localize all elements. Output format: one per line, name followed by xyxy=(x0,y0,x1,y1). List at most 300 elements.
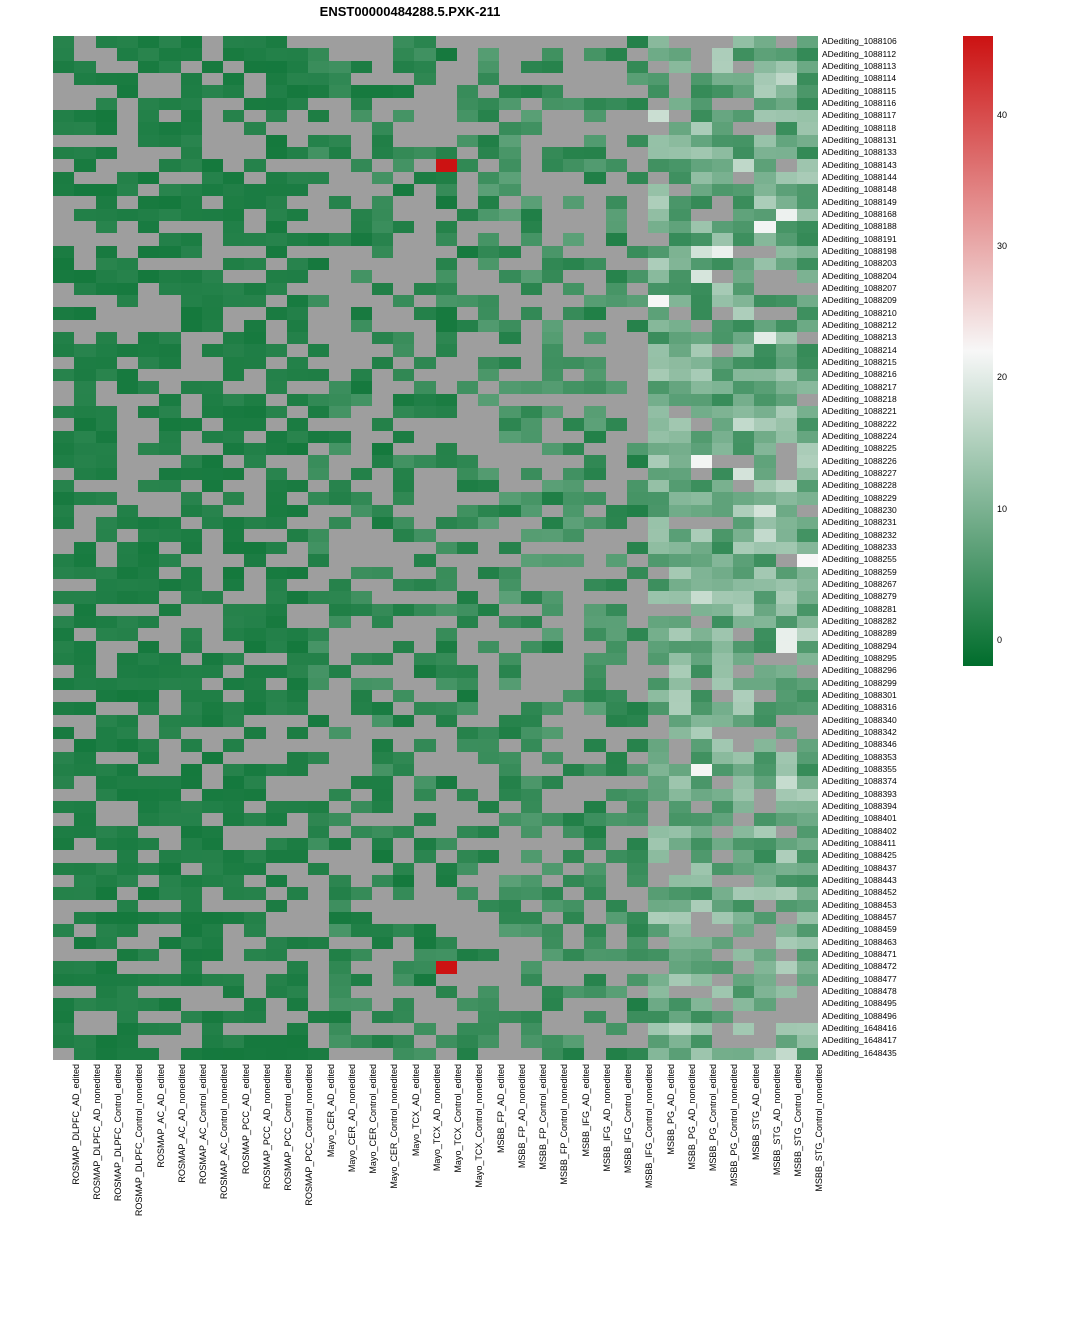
heatmap-cell xyxy=(733,591,754,603)
heatmap-cell xyxy=(563,665,584,677)
heatmap-cell xyxy=(308,554,329,566)
heatmap-cell xyxy=(648,431,669,443)
heatmap-cell xyxy=(308,110,329,122)
heatmap-cell xyxy=(776,628,797,640)
heatmap-cell xyxy=(393,752,414,764)
heatmap-cell xyxy=(372,233,393,245)
heatmap-cell xyxy=(244,1011,265,1023)
heatmap-cell xyxy=(563,246,584,258)
heatmap-cell xyxy=(733,554,754,566)
heatmap-cell xyxy=(712,998,733,1010)
heatmap-cell xyxy=(691,1035,712,1047)
heatmap-cell xyxy=(712,875,733,887)
heatmap-cell xyxy=(138,949,159,961)
heatmap-cell xyxy=(733,394,754,406)
heatmap-cell xyxy=(754,739,775,751)
heatmap-cell xyxy=(351,209,372,221)
heatmap-cell xyxy=(797,912,818,924)
heatmap-cell xyxy=(329,690,350,702)
heatmap-cell xyxy=(308,567,329,579)
heatmap-cell xyxy=(669,850,690,862)
heatmap-cell xyxy=(754,110,775,122)
heatmap-cell xyxy=(351,727,372,739)
heatmap-cell xyxy=(74,172,95,184)
heatmap-cell xyxy=(648,122,669,134)
heatmap-cell xyxy=(563,826,584,838)
heatmap-cell xyxy=(627,135,648,147)
heatmap-cell xyxy=(244,961,265,973)
heatmap-cell xyxy=(436,752,457,764)
heatmap-cell xyxy=(606,813,627,825)
heatmap-cell xyxy=(499,320,520,332)
heatmap-cell xyxy=(648,641,669,653)
heatmap-cell xyxy=(776,924,797,936)
heatmap-cell xyxy=(223,801,244,813)
row-label: ADediting_1088232 xyxy=(822,529,897,540)
heatmap-cell xyxy=(499,307,520,319)
heatmap-cell xyxy=(648,85,669,97)
heatmap-cell xyxy=(797,159,818,171)
heatmap-cell xyxy=(691,974,712,986)
heatmap-cell xyxy=(223,826,244,838)
heatmap-cell xyxy=(159,752,180,764)
heatmap-cell xyxy=(414,246,435,258)
heatmap-cell xyxy=(329,270,350,282)
heatmap-cell xyxy=(266,986,287,998)
heatmap-cell xyxy=(74,776,95,788)
heatmap-cell xyxy=(308,184,329,196)
heatmap-cell xyxy=(138,591,159,603)
heatmap-cell xyxy=(74,295,95,307)
heatmap-cell xyxy=(329,591,350,603)
heatmap-cell xyxy=(754,295,775,307)
heatmap-cell xyxy=(478,1048,499,1060)
heatmap-cell xyxy=(74,357,95,369)
heatmap-cell xyxy=(691,110,712,122)
heatmap-cell xyxy=(393,961,414,973)
heatmap-cell xyxy=(733,739,754,751)
heatmap-cell xyxy=(457,616,478,628)
heatmap-cell xyxy=(223,221,244,233)
column-label: MSBB_FP_Control_nonedited xyxy=(559,1064,570,1185)
heatmap-cell xyxy=(436,579,457,591)
heatmap-cell xyxy=(181,998,202,1010)
heatmap-cell xyxy=(351,937,372,949)
heatmap-cell xyxy=(499,764,520,776)
heatmap-cell xyxy=(712,394,733,406)
heatmap-cell xyxy=(266,36,287,48)
heatmap-cell xyxy=(74,739,95,751)
heatmap-cell xyxy=(627,480,648,492)
heatmap-cell xyxy=(733,159,754,171)
heatmap-cell xyxy=(797,270,818,282)
heatmap-cell xyxy=(117,542,138,554)
heatmap-cell xyxy=(223,258,244,270)
heatmap-cell xyxy=(797,394,818,406)
heatmap-cell xyxy=(181,554,202,566)
heatmap-cell xyxy=(563,110,584,122)
heatmap-cell xyxy=(181,616,202,628)
heatmap-cell xyxy=(606,591,627,603)
heatmap-cell xyxy=(733,246,754,258)
heatmap-cell xyxy=(138,727,159,739)
heatmap-cell xyxy=(202,789,223,801)
heatmap-cell xyxy=(266,184,287,196)
heatmap-cell xyxy=(287,110,308,122)
heatmap-cell xyxy=(181,604,202,616)
heatmap-cell xyxy=(542,443,563,455)
heatmap-cell xyxy=(244,542,265,554)
heatmap-cell xyxy=(584,1048,605,1060)
heatmap-cell xyxy=(223,937,244,949)
heatmap-cell xyxy=(563,505,584,517)
heatmap-cell xyxy=(202,431,223,443)
heatmap-cell xyxy=(159,949,180,961)
heatmap-cell xyxy=(138,517,159,529)
heatmap-cell xyxy=(457,443,478,455)
heatmap-cell xyxy=(627,110,648,122)
heatmap-cell xyxy=(627,961,648,973)
heatmap-cell xyxy=(776,1035,797,1047)
heatmap-cell xyxy=(202,665,223,677)
heatmap-cell xyxy=(223,554,244,566)
heatmap-cell xyxy=(117,443,138,455)
heatmap-cell xyxy=(669,492,690,504)
heatmap-cell xyxy=(436,73,457,85)
heatmap-cell xyxy=(776,357,797,369)
heatmap-cell xyxy=(223,1011,244,1023)
heatmap-cell xyxy=(669,357,690,369)
heatmap-cell xyxy=(499,900,520,912)
heatmap-cell xyxy=(542,357,563,369)
heatmap-cell xyxy=(542,875,563,887)
heatmap-cell xyxy=(606,159,627,171)
heatmap-cell xyxy=(627,233,648,245)
heatmap-cell xyxy=(202,320,223,332)
heatmap-cell xyxy=(797,801,818,813)
heatmap-cell xyxy=(372,85,393,97)
heatmap-cell xyxy=(499,542,520,554)
heatmap-cell xyxy=(457,554,478,566)
heatmap-cell xyxy=(53,690,74,702)
heatmap-cell xyxy=(436,591,457,603)
heatmap-cell xyxy=(606,850,627,862)
heatmap-cell xyxy=(733,418,754,430)
heatmap-cell xyxy=(266,468,287,480)
heatmap-cell xyxy=(117,36,138,48)
heatmap-cell xyxy=(648,998,669,1010)
row-label: ADediting_1088477 xyxy=(822,973,897,984)
heatmap-cell xyxy=(53,517,74,529)
heatmap-cell xyxy=(499,98,520,110)
heatmap-cell xyxy=(202,110,223,122)
heatmap-cell xyxy=(159,270,180,282)
heatmap-cell xyxy=(776,394,797,406)
column-label: Mayo_CER_Control_edited xyxy=(368,1064,379,1174)
heatmap-cell xyxy=(244,295,265,307)
heatmap-cell xyxy=(478,838,499,850)
heatmap-cell xyxy=(223,85,244,97)
heatmap-cell xyxy=(372,900,393,912)
heatmap-cell xyxy=(436,863,457,875)
heatmap-cell xyxy=(181,159,202,171)
heatmap-cell xyxy=(776,937,797,949)
heatmap-cell xyxy=(669,381,690,393)
heatmap-cell xyxy=(159,1023,180,1035)
heatmap-cell xyxy=(436,986,457,998)
heatmap-cell xyxy=(159,1011,180,1023)
heatmap-cell xyxy=(223,406,244,418)
heatmap-cell xyxy=(584,1023,605,1035)
heatmap-cell xyxy=(584,1035,605,1047)
heatmap-cell xyxy=(53,1048,74,1060)
heatmap-cell xyxy=(138,73,159,85)
heatmap-cell xyxy=(74,961,95,973)
heatmap-cell xyxy=(287,443,308,455)
heatmap-cell xyxy=(776,641,797,653)
heatmap-cell xyxy=(414,887,435,899)
heatmap-cell xyxy=(138,270,159,282)
heatmap-cell xyxy=(287,900,308,912)
heatmap-cell xyxy=(733,468,754,480)
heatmap-cell xyxy=(797,73,818,85)
heatmap-cell xyxy=(329,344,350,356)
heatmap-cell xyxy=(244,61,265,73)
heatmap-cell xyxy=(669,61,690,73)
heatmap-cell xyxy=(181,455,202,467)
heatmap-cell xyxy=(521,591,542,603)
heatmap-cell xyxy=(712,678,733,690)
heatmap-cell xyxy=(202,85,223,97)
heatmap-cell xyxy=(351,974,372,986)
heatmap-cell xyxy=(329,789,350,801)
heatmap-cell xyxy=(669,875,690,887)
heatmap-cell xyxy=(521,801,542,813)
heatmap-cell xyxy=(478,122,499,134)
heatmap-cell xyxy=(138,764,159,776)
heatmap-cell xyxy=(691,381,712,393)
heatmap-cell xyxy=(266,900,287,912)
heatmap-cell xyxy=(372,209,393,221)
heatmap-cell xyxy=(287,813,308,825)
heatmap-cell xyxy=(138,184,159,196)
heatmap-cell xyxy=(308,209,329,221)
heatmap-cell xyxy=(797,949,818,961)
column-label: Mayo_TCX_Control_nonedited xyxy=(474,1064,485,1188)
heatmap-cell xyxy=(542,690,563,702)
heatmap-cell xyxy=(563,369,584,381)
heatmap-cell xyxy=(202,418,223,430)
heatmap-cell xyxy=(648,863,669,875)
heatmap-cell xyxy=(266,1035,287,1047)
heatmap-cell xyxy=(776,147,797,159)
heatmap-cell xyxy=(287,1011,308,1023)
heatmap-cell xyxy=(372,283,393,295)
row-label: ADediting_1088295 xyxy=(822,653,897,664)
heatmap-cell xyxy=(287,122,308,134)
heatmap-cell xyxy=(117,1035,138,1047)
row-label: ADediting_1088443 xyxy=(822,875,897,886)
heatmap-cell xyxy=(436,838,457,850)
heatmap-cell xyxy=(669,813,690,825)
heatmap-cell xyxy=(542,110,563,122)
heatmap-cell xyxy=(712,653,733,665)
heatmap-cell xyxy=(542,850,563,862)
heatmap-cell xyxy=(351,122,372,134)
heatmap-cell xyxy=(202,641,223,653)
heatmap-cell xyxy=(244,332,265,344)
heatmap-cell xyxy=(414,690,435,702)
heatmap-cell xyxy=(266,591,287,603)
heatmap-cell xyxy=(627,875,648,887)
heatmap-cell xyxy=(669,567,690,579)
heatmap-cell xyxy=(351,986,372,998)
heatmap-cell xyxy=(181,826,202,838)
heatmap-cell xyxy=(521,1048,542,1060)
heatmap-cell xyxy=(223,1035,244,1047)
heatmap-cell xyxy=(202,122,223,134)
heatmap-cell xyxy=(691,961,712,973)
heatmap-cell xyxy=(776,1011,797,1023)
heatmap-cell xyxy=(478,616,499,628)
heatmap-cell xyxy=(606,517,627,529)
heatmap-cell xyxy=(287,789,308,801)
heatmap-cell xyxy=(563,863,584,875)
heatmap-cell xyxy=(96,542,117,554)
heatmap-cell xyxy=(436,887,457,899)
heatmap-cell xyxy=(414,48,435,60)
heatmap-cell xyxy=(181,887,202,899)
heatmap-cell xyxy=(584,875,605,887)
heatmap-cell xyxy=(669,418,690,430)
heatmap-cell xyxy=(521,505,542,517)
heatmap-cell xyxy=(223,1023,244,1035)
heatmap-cell xyxy=(266,431,287,443)
heatmap-cell xyxy=(266,665,287,677)
heatmap-cell xyxy=(648,73,669,85)
heatmap-cell xyxy=(584,776,605,788)
heatmap-cell xyxy=(606,752,627,764)
heatmap-cell xyxy=(329,900,350,912)
heatmap-cell xyxy=(478,690,499,702)
heatmap-cell xyxy=(648,616,669,628)
heatmap-cell xyxy=(96,616,117,628)
heatmap-cell xyxy=(372,73,393,85)
heatmap-cell xyxy=(691,838,712,850)
heatmap-cell xyxy=(542,764,563,776)
heatmap-cell xyxy=(584,826,605,838)
heatmap-cell xyxy=(754,937,775,949)
heatmap-cell xyxy=(202,48,223,60)
heatmap-cell xyxy=(53,48,74,60)
heatmap-cell xyxy=(414,295,435,307)
heatmap-cell xyxy=(712,776,733,788)
heatmap-cell xyxy=(138,653,159,665)
heatmap-cell xyxy=(776,443,797,455)
heatmap-cell xyxy=(266,443,287,455)
heatmap-cell xyxy=(74,813,95,825)
heatmap-cell xyxy=(776,135,797,147)
row-label: ADediting_1088209 xyxy=(822,295,897,306)
heatmap-cell xyxy=(244,900,265,912)
heatmap-cell xyxy=(181,789,202,801)
heatmap-cell xyxy=(202,1011,223,1023)
heatmap-cell xyxy=(96,961,117,973)
heatmap-cell xyxy=(308,715,329,727)
heatmap-cell xyxy=(96,258,117,270)
row-label: ADediting_1088106 xyxy=(822,36,897,47)
heatmap-cell xyxy=(733,147,754,159)
heatmap-cell xyxy=(266,270,287,282)
heatmap-cell xyxy=(287,801,308,813)
heatmap-cell xyxy=(754,863,775,875)
heatmap-cell xyxy=(797,147,818,159)
heatmap-cell xyxy=(669,480,690,492)
heatmap-cell xyxy=(138,307,159,319)
heatmap-cell xyxy=(138,900,159,912)
heatmap-cell xyxy=(74,715,95,727)
heatmap-cell xyxy=(266,690,287,702)
heatmap-cell xyxy=(244,863,265,875)
heatmap-cell xyxy=(563,838,584,850)
heatmap-cell xyxy=(563,900,584,912)
heatmap-cell xyxy=(96,221,117,233)
heatmap-cell xyxy=(393,431,414,443)
heatmap-cell xyxy=(351,48,372,60)
heatmap-cell xyxy=(627,678,648,690)
heatmap-cell xyxy=(712,739,733,751)
heatmap-cell xyxy=(287,912,308,924)
row-label: ADediting_1088231 xyxy=(822,517,897,528)
heatmap-cell xyxy=(754,764,775,776)
heatmap-cell xyxy=(159,246,180,258)
heatmap-cell xyxy=(393,628,414,640)
heatmap-cell xyxy=(96,246,117,258)
heatmap-cell xyxy=(329,850,350,862)
heatmap-cell xyxy=(436,332,457,344)
heatmap-cell xyxy=(202,579,223,591)
heatmap-cell xyxy=(669,826,690,838)
heatmap-cell xyxy=(372,270,393,282)
heatmap-cell xyxy=(648,184,669,196)
heatmap-cell xyxy=(712,357,733,369)
heatmap-cell xyxy=(393,542,414,554)
heatmap-cell xyxy=(669,369,690,381)
heatmap-cell xyxy=(74,764,95,776)
heatmap-cell xyxy=(287,381,308,393)
heatmap-cell xyxy=(96,233,117,245)
heatmap-cell xyxy=(117,727,138,739)
heatmap-cell xyxy=(74,381,95,393)
heatmap-cell xyxy=(457,727,478,739)
heatmap-cell xyxy=(797,184,818,196)
heatmap-cell xyxy=(372,912,393,924)
heatmap-cell xyxy=(329,653,350,665)
heatmap-cell xyxy=(414,110,435,122)
heatmap-cell xyxy=(202,690,223,702)
heatmap-cell xyxy=(797,381,818,393)
heatmap-cell xyxy=(351,752,372,764)
heatmap-cell xyxy=(478,727,499,739)
heatmap-cell xyxy=(733,505,754,517)
heatmap-cell xyxy=(648,492,669,504)
heatmap-cell xyxy=(181,147,202,159)
heatmap-cell xyxy=(542,517,563,529)
heatmap-cell xyxy=(138,246,159,258)
heatmap-cell xyxy=(648,554,669,566)
heatmap-cell xyxy=(287,924,308,936)
row-label: ADediting_1088289 xyxy=(822,628,897,639)
